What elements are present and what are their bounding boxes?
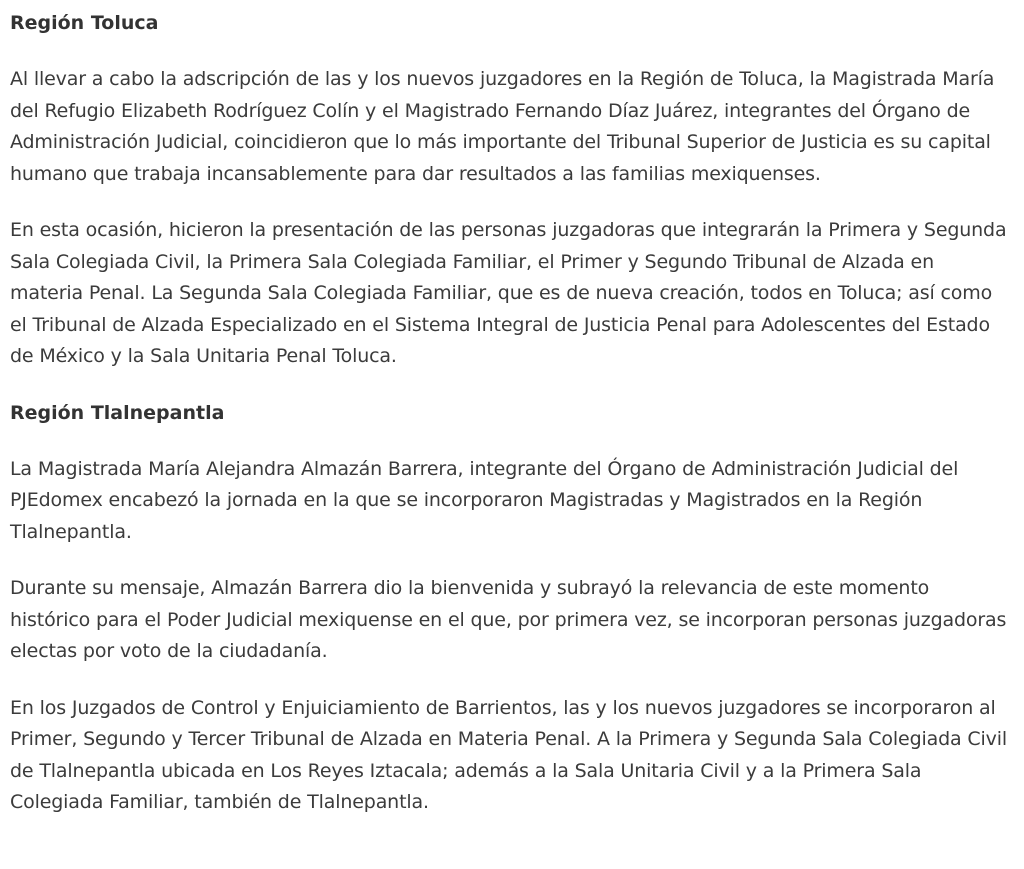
- section-heading-region-toluca: Región Toluca: [10, 12, 159, 34]
- paragraph-tlalnepantla-juzgados: En los Juzgados de Control y Enjuiciamiento de Barrientos, las y los nuevos juzgadores se incorporaron al Primer, Segundo y Tercer Tribunal de Alzada en Materia Penal. A la Primera y Segunda Sala Colegiada Civil de Tlalnepantla ubicada en Los Reyes Iztacala; además a la Sala Unitaria Civil y a la Primera Sala Colegiada Familiar, también de Tlalnepantla.: [10, 696, 1007, 813]
- paragraph-toluca-adscripcion: Al llevar a cabo la adscripción de las y los nuevos juzgadores en la Región de Toluca, la Magistrada María del Refugio Elizabeth Rodríguez Colín y el Magistrado Fernando Díaz Juárez, integrantes del Órgano de Administración Judicial, coincidieron que lo más importante del Tribunal Superior de Justicia es su capital humano que trabaja incansablemente para dar resultados a las familias mexiquenses.: [10, 68, 995, 185]
- paragraph-toluca-presentacion: En esta ocasión, hicieron la presentación de las personas juzgadoras que integrarán la Primera y Segunda Sala Colegiada Civil, la Primera Sala Colegiada Familiar, el Primer y Segundo Tribunal de Alzada en materia Penal. La Segunda Sala Colegiada Familiar, que es de nueva creación, todos en Toluca; así como el Tribunal de Alzada Especializado en el Sistema Integral de Justicia Penal para Adolescentes del Estado de México y la Sala Unitaria Penal Toluca.: [10, 219, 1007, 367]
- section-heading-region-tlalnepantla: Región Tlalnepantla: [10, 401, 225, 424]
- paragraph-tlalnepantla-mensaje: Durante su mensaje, Almazán Barrera dio la bienvenida y subrayó la relevancia de este momento histórico para el Poder Judicial mexiquense en el que, por primera vez, se incorporan personas juzgadoras electas por voto de la ciudadanía.: [10, 577, 1007, 662]
- paragraph-tlalnepantla-jornada: La Magistrada María Alejandra Almazán Barrera, integrante del Órgano de Administración Judicial del PJEdomex encabezó la jornada en la que se incorporaron Magistradas y Magistrados en la Región Tlalnepantla.: [10, 457, 959, 543]
